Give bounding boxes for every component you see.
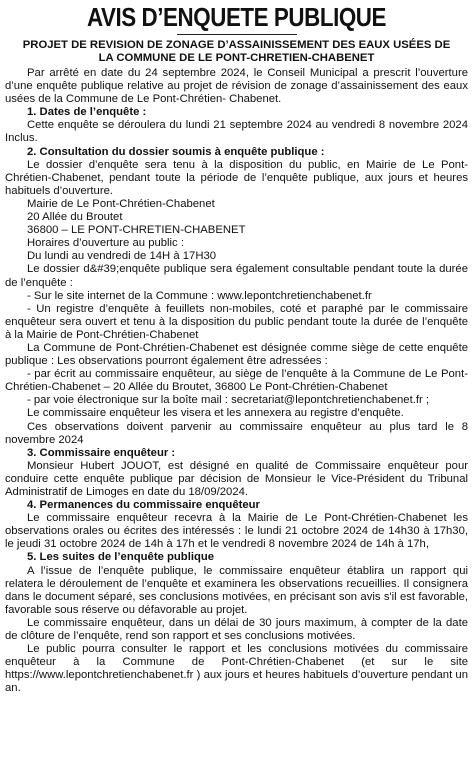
section-3-heading: 3. Commissaire enquêteur :	[27, 446, 176, 459]
subtitle-line-1: PROJET DE REVISION DE ZONAGE D’ASSAINISSEMENT DES EAUX USÉES DE	[22, 39, 451, 51]
address-line-4: Horaires d’ouverture au public :	[27, 237, 184, 250]
address-line-1: Mairie de Le Pont-Chrétien-Chabenet	[27, 197, 215, 210]
bullet-register: - Un registre d’enquête à feuillets non-mobiles, coté et paraphé par le commissaire enquêteur sera ouvert et tenu à la disposition du public pendant toute la durée de l’enquête à la Mairie de Pont-Chrétien-Chabenet	[5, 302, 468, 341]
title-divider	[177, 34, 297, 35]
section-2-heading: 2. Consultation du dossier soumis à enquête publique :	[27, 145, 325, 158]
section-5-text-3: Le public pourra consulter le rapport et les conclusions motivées du commissaire enquêteur à la Commune de Pont-Chrétien-Chabenet (et sur le site https://www.lepontchretienchabenet.fr ) aux jours et heures habituels d’ouverture pendant un an.	[5, 643, 468, 695]
subtitle-line-2: LA COMMUNE DE LE PONT-CHRETIEN-CHABENET	[98, 52, 375, 64]
section-5-text-1: A l’issue de l’enquête publique, le commissaire enquêteur établira un rapport qui relatera le déroulement de l’enquête et examinera les observations recueillies. Il consignera dans le document séparé, ses conclusions motivées, en précisant son avis s'il est favorable, favorable sous réserve ou défavorable au projet.	[5, 564, 468, 616]
annex-paragraph: Le commissaire enquêteur les visera et les annexera au registre d’enquête.	[27, 407, 404, 420]
section-3-text: Monsieur Hubert JOUOT, est désigné en qualité de Commissaire enquêteur pour conduire cette enquête publique par décision de Monsieur le Vice-Président du Tribunal Administratif de Limoges en date du 18/09/2024.	[5, 459, 468, 498]
section-5-text-2: Le commissaire enquêteur, dans un délai de 30 jours maximum, à compter de la date de clôture de l’enquête, rend son rapport et ses conclusions motivées.	[5, 616, 468, 643]
section-4-text: Le commissaire enquêteur recevra à la Mairie de Le Pont-Chrétien-Chabenet les observations orales ou écrites des intéressés : le lundi 21 octobre 2024 de 14h30 à 17h30, le jeudi 31 octobre 2024 de 14h à 17h et le vendredi 8 novembre 2024 de 14h à 17h,	[5, 512, 468, 551]
deadline-paragraph: Ces observations doivent parvenir au commissaire enquêteur au plus tard le 8 novembre 2024	[5, 420, 468, 446]
notice-subtitle	[5, 39, 468, 65]
bullet-written: - par écrit au commissaire enquêteur, au siège de l’enquête à la Commune de Le Pont-Chrétien-Chabenet – 20 Allée du Broutet, 36800 Le Pont-Chrétien-Chabenet	[5, 368, 468, 394]
bullet-email: - par voie électronique sur la boîte mail : secretariat@lepontchretienchabenet.fr ;	[27, 394, 430, 407]
address-line-3: 36800 – LE PONT-CHRETIEN-CHABENET	[27, 224, 246, 237]
section-1-text: Cette enquête se déroulera du lundi 21 septembre 2024 au vendredi 8 novembre 2024 Inclus.	[5, 119, 468, 145]
mairie-address	[5, 198, 468, 263]
intro-paragraph: Par arrêté en date du 24 septembre 2024, le Conseil Municipal a prescrit l’ouverture d’une enquête publique relative au projet de révision de zonage d’assainissement des eaux usées de la Commune de Le Pont-Chrétien- Chabenet.	[5, 67, 468, 106]
section-4-heading: 4. Permanences du commissaire enquêteur	[27, 499, 260, 512]
section-2-text: Le dossier d’enquête sera tenu à la disposition du public, en Mairie de Le Pont-Chrétien-Chabenet, pendant toute la période de l’enquête publique, aux jours et heures habituels d’ouverture.	[5, 158, 468, 197]
section-5-heading: 5. Les suites de l’enquête publique	[27, 551, 215, 564]
address-line-5: Du lundi au vendredi de 14H à 17H30	[27, 250, 217, 263]
notice-title: AVIS D’ENQUETE PUBLIQUE	[86, 2, 387, 32]
seat-paragraph: La Commune de Pont-Chrétien-Chabenet est désignée comme siège de cette enquête publique : Les observations pourront également être adressées :	[5, 341, 468, 368]
section-1-heading: 1. Dates de l’enquête :	[27, 106, 147, 119]
notice-body	[5, 67, 468, 696]
bullet-website: - Sur le site internet de la Commune : www.lepontchretienchabenet.fr	[27, 289, 372, 302]
address-line-2: 20 Allée du Broutet	[27, 211, 123, 224]
online-consultation: Le dossier d&#39;enquête publique sera également consultable pendant toute la durée de l’enquête :	[5, 263, 468, 289]
